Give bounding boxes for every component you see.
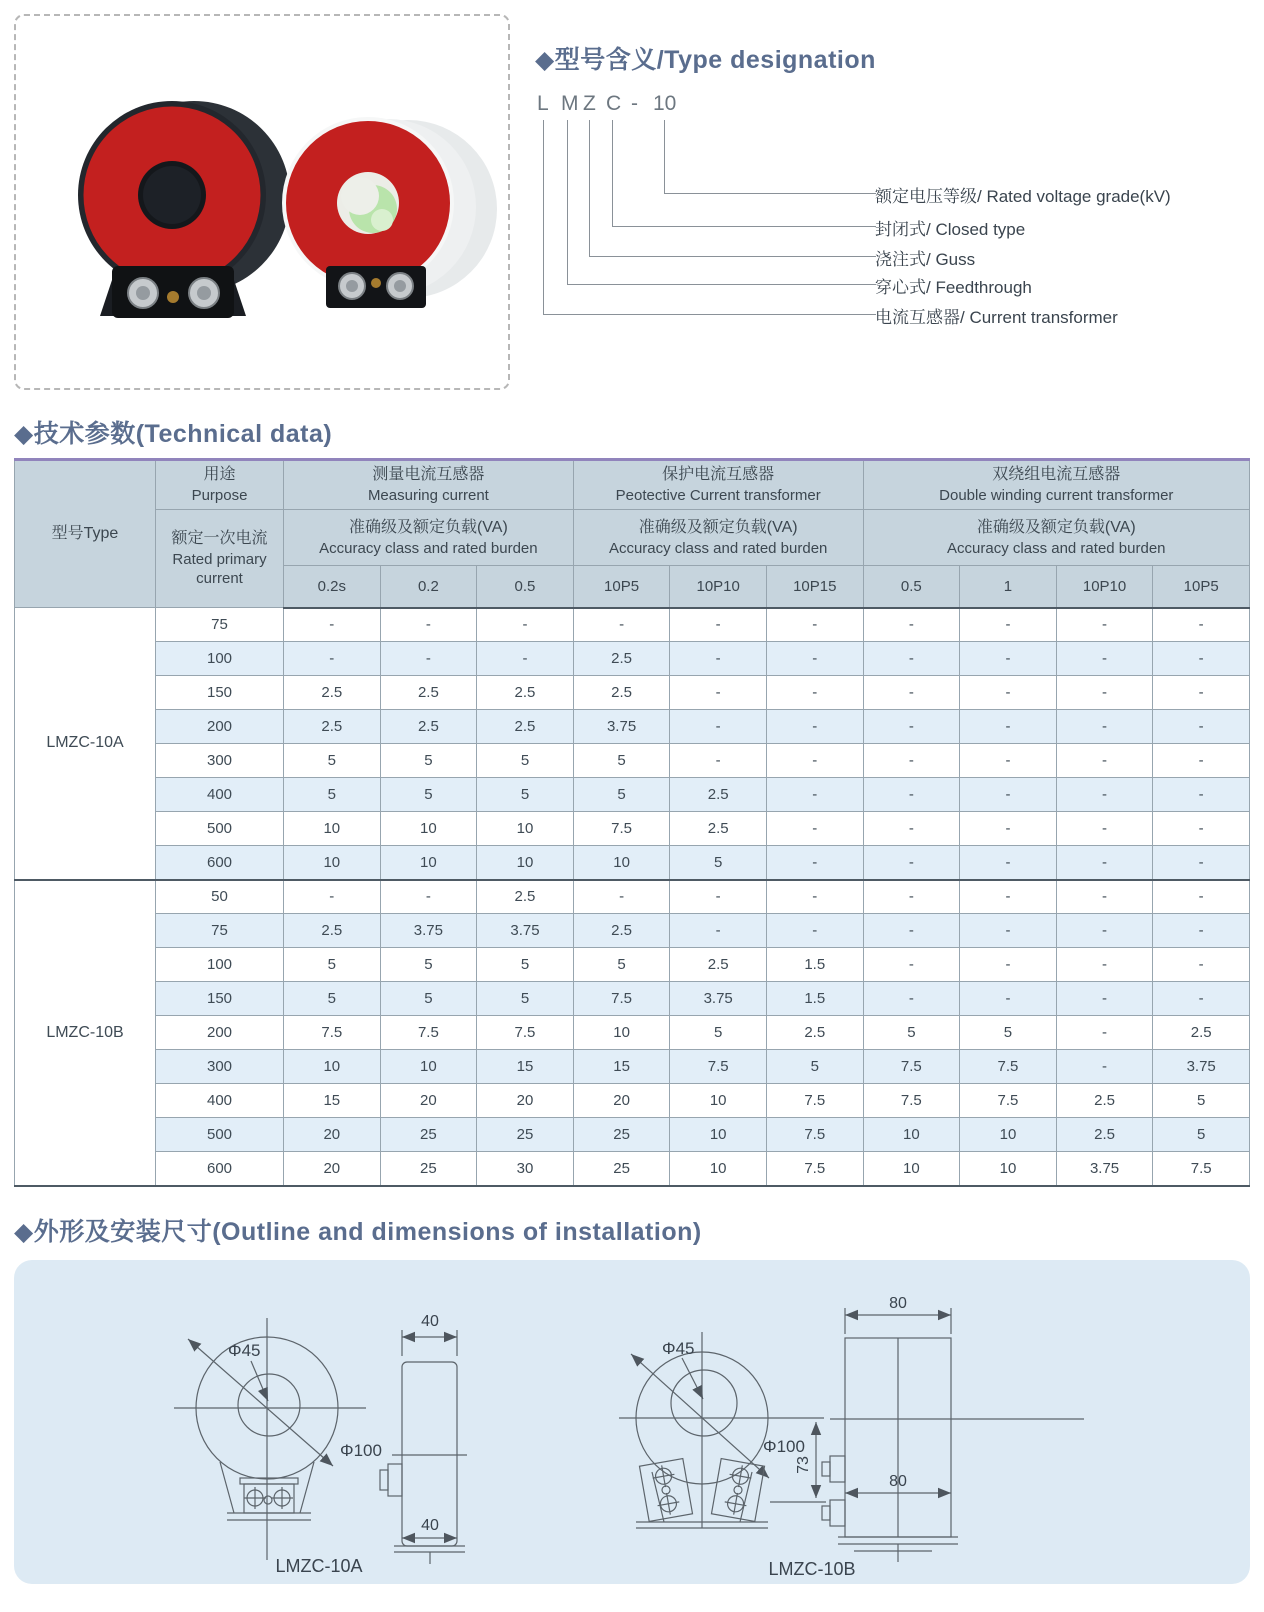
- double-winding-group-header: 双绕组电流互感器 Double winding current transformer: [863, 460, 1249, 510]
- accuracy-header: 准确级及额定负载(VA) Accuracy class and rated burden: [284, 510, 574, 566]
- value-cell: -: [1056, 676, 1153, 710]
- value-cell: -: [863, 812, 960, 846]
- value-cell: -: [766, 914, 863, 948]
- value-cell: -: [477, 642, 574, 676]
- rated-current-cell: 400: [156, 1084, 284, 1118]
- value-cell: 2.5: [670, 812, 767, 846]
- value-cell: -: [960, 642, 1057, 676]
- connector-line: [543, 120, 876, 315]
- value-cell: 10: [573, 1016, 670, 1050]
- value-cell: -: [1056, 846, 1153, 880]
- class-header: 0.2s: [284, 566, 381, 608]
- dim-text: Φ100: [340, 1441, 382, 1460]
- accuracy-header: 准确级及额定负载(VA) Accuracy class and rated burden: [863, 510, 1249, 566]
- value-cell: 2.5: [477, 676, 574, 710]
- value-cell: -: [766, 642, 863, 676]
- value-cell: 5: [477, 948, 574, 982]
- value-cell: 5: [284, 778, 381, 812]
- value-cell: 20: [284, 1152, 381, 1186]
- value-cell: -: [1056, 778, 1153, 812]
- value-cell: 2.5: [573, 676, 670, 710]
- rated-current-cell: 500: [156, 1118, 284, 1152]
- value-cell: 5: [766, 1050, 863, 1084]
- value-cell: 10: [284, 1050, 381, 1084]
- value-cell: 7.5: [960, 1084, 1057, 1118]
- value-cell: -: [573, 608, 670, 642]
- value-cell: 10: [380, 812, 477, 846]
- value-cell: -: [960, 744, 1057, 778]
- rated-primary-header: 额定一次电流 Rated primary current: [156, 510, 284, 608]
- class-header: 0.5: [863, 566, 960, 608]
- rated-current-cell: 100: [156, 642, 284, 676]
- technical-table-body: [15, 608, 1250, 1186]
- value-cell: 7.5: [477, 1016, 574, 1050]
- table-row: [15, 1050, 1250, 1084]
- value-cell: -: [863, 880, 960, 914]
- table-row: [15, 812, 1250, 846]
- value-cell: -: [960, 812, 1057, 846]
- outline-title: ◆外形及安装尺寸(Outline and dimensions of installation): [14, 1218, 702, 1246]
- table-row: [15, 948, 1250, 982]
- value-cell: 3.75: [670, 982, 767, 1016]
- rated-current-cell: 600: [156, 846, 284, 880]
- value-cell: 10: [380, 846, 477, 880]
- table-row: [15, 914, 1250, 948]
- value-cell: 2.5: [1056, 1118, 1153, 1152]
- value-cell: -: [1056, 914, 1153, 948]
- value-cell: -: [477, 608, 574, 642]
- value-cell: 5: [477, 778, 574, 812]
- value-cell: 7.5: [670, 1050, 767, 1084]
- code-letter: L: [537, 92, 549, 115]
- value-cell: -: [1153, 846, 1250, 880]
- value-cell: 2.5: [766, 1016, 863, 1050]
- model-type-header: 型号Type: [15, 460, 156, 608]
- value-cell: -: [766, 676, 863, 710]
- value-cell: -: [380, 642, 477, 676]
- value-cell: 25: [380, 1152, 477, 1186]
- value-cell: 25: [573, 1152, 670, 1186]
- table-row: [15, 710, 1250, 744]
- value-cell: 7.5: [766, 1118, 863, 1152]
- value-cell: 5: [380, 948, 477, 982]
- value-cell: -: [863, 608, 960, 642]
- table-row: [15, 1118, 1250, 1152]
- table-row: [15, 982, 1250, 1016]
- value-cell: -: [1056, 1050, 1153, 1084]
- value-cell: 10: [284, 812, 381, 846]
- value-cell: -: [1056, 948, 1153, 982]
- value-cell: 5: [573, 778, 670, 812]
- value-cell: 2.5: [284, 914, 381, 948]
- dim-text: 80: [889, 1473, 907, 1490]
- table-row: [15, 676, 1250, 710]
- value-cell: 10: [670, 1084, 767, 1118]
- value-cell: -: [1153, 608, 1250, 642]
- value-cell: -: [670, 710, 767, 744]
- value-cell: -: [766, 744, 863, 778]
- value-cell: -: [670, 880, 767, 914]
- value-cell: 1.5: [766, 982, 863, 1016]
- value-cell: -: [863, 982, 960, 1016]
- value-cell: 10: [573, 846, 670, 880]
- value-cell: -: [670, 642, 767, 676]
- table-row: [15, 880, 1250, 914]
- model-cell: LMZC-10B: [15, 880, 156, 1186]
- value-cell: 2.5: [380, 676, 477, 710]
- value-cell: -: [573, 880, 670, 914]
- purpose-header: 用途 Purpose: [156, 460, 284, 510]
- value-cell: 5: [960, 1016, 1057, 1050]
- table-row: [15, 846, 1250, 880]
- value-cell: 2.5: [284, 676, 381, 710]
- designation-label: 穿心式/ Feedthrough: [875, 278, 1032, 297]
- value-cell: -: [960, 914, 1057, 948]
- outline-panel: [14, 1260, 1250, 1584]
- value-cell: 10: [380, 1050, 477, 1084]
- value-cell: 2.5: [380, 710, 477, 744]
- value-cell: 20: [380, 1084, 477, 1118]
- table-row: [15, 1152, 1250, 1186]
- value-cell: 2.5: [1153, 1016, 1250, 1050]
- value-cell: 2.5: [1056, 1084, 1153, 1118]
- value-cell: 2.5: [670, 778, 767, 812]
- value-cell: 3.75: [380, 914, 477, 948]
- value-cell: -: [960, 948, 1057, 982]
- value-cell: 7.5: [863, 1084, 960, 1118]
- value-cell: 25: [573, 1118, 670, 1152]
- code-letter: 10: [653, 92, 677, 115]
- value-cell: 10: [960, 1152, 1057, 1186]
- value-cell: -: [380, 608, 477, 642]
- value-cell: -: [1153, 710, 1250, 744]
- rated-current-cell: 75: [156, 914, 284, 948]
- value-cell: 7.5: [766, 1084, 863, 1118]
- value-cell: 5: [380, 778, 477, 812]
- value-cell: -: [863, 948, 960, 982]
- value-cell: 2.5: [284, 710, 381, 744]
- rated-current-cell: 100: [156, 948, 284, 982]
- value-cell: 5: [1153, 1084, 1250, 1118]
- value-cell: 10: [477, 846, 574, 880]
- type-designation-section: [535, 40, 1251, 350]
- drawing-lmzc-10a: [174, 1313, 467, 1576]
- code-letter: C: [606, 92, 622, 115]
- value-cell: 3.75: [1056, 1152, 1153, 1186]
- table-row: [15, 778, 1250, 812]
- value-cell: 7.5: [960, 1050, 1057, 1084]
- outline-drawings: [14, 1260, 1250, 1584]
- type-designation-title: ◆型号含义/Type designation: [535, 46, 876, 74]
- value-cell: -: [863, 914, 960, 948]
- drawing-label: LMZC-10B: [768, 1559, 856, 1579]
- value-cell: -: [1153, 676, 1250, 710]
- designation-label: 封闭式/ Closed type: [875, 220, 1026, 239]
- rated-current-cell: 200: [156, 710, 284, 744]
- value-cell: 30: [477, 1152, 574, 1186]
- value-cell: -: [766, 846, 863, 880]
- measuring-group-header: 测量电流互感器 Measuring current: [284, 460, 574, 510]
- value-cell: 7.5: [573, 812, 670, 846]
- value-cell: 20: [477, 1084, 574, 1118]
- value-cell: -: [284, 642, 381, 676]
- value-cell: 5: [284, 744, 381, 778]
- rated-current-cell: 50: [156, 880, 284, 914]
- designation-label: 额定电压等级/ Rated voltage grade(kV): [875, 187, 1171, 206]
- value-cell: -: [960, 710, 1057, 744]
- value-cell: -: [960, 778, 1057, 812]
- value-cell: -: [1153, 812, 1250, 846]
- value-cell: 25: [380, 1118, 477, 1152]
- product-photos: [16, 16, 504, 384]
- value-cell: -: [1056, 710, 1153, 744]
- code-letter: Z: [583, 92, 596, 115]
- value-cell: 5: [477, 982, 574, 1016]
- rated-current-cell: 300: [156, 744, 284, 778]
- value-cell: -: [1056, 982, 1153, 1016]
- value-cell: -: [1056, 642, 1153, 676]
- model-cell: LMZC-10A: [15, 608, 156, 880]
- value-cell: 5: [284, 982, 381, 1016]
- value-cell: 15: [284, 1084, 381, 1118]
- value-cell: -: [960, 676, 1057, 710]
- value-cell: -: [766, 880, 863, 914]
- value-cell: 20: [284, 1118, 381, 1152]
- value-cell: 2.5: [573, 642, 670, 676]
- value-cell: -: [766, 778, 863, 812]
- rated-current-cell: 500: [156, 812, 284, 846]
- value-cell: 15: [573, 1050, 670, 1084]
- value-cell: 10: [477, 812, 574, 846]
- value-cell: -: [1153, 914, 1250, 948]
- table-row: [15, 744, 1250, 778]
- value-cell: -: [670, 914, 767, 948]
- drawing-lmzc-10b: [619, 1295, 1084, 1579]
- value-cell: 5: [573, 948, 670, 982]
- table-row: [15, 1084, 1250, 1118]
- value-cell: -: [284, 880, 381, 914]
- dim-text: Φ45: [662, 1339, 695, 1358]
- value-cell: -: [1056, 744, 1153, 778]
- value-cell: -: [380, 880, 477, 914]
- value-cell: 5: [284, 948, 381, 982]
- value-cell: 10: [284, 846, 381, 880]
- table-row: [15, 642, 1250, 676]
- value-cell: -: [1056, 880, 1153, 914]
- dim-text: 80: [889, 1295, 907, 1312]
- value-cell: -: [284, 608, 381, 642]
- class-header: 10P10: [670, 566, 767, 608]
- value-cell: 5: [380, 982, 477, 1016]
- value-cell: 10: [960, 1118, 1057, 1152]
- value-cell: -: [1153, 778, 1250, 812]
- value-cell: -: [863, 846, 960, 880]
- value-cell: 7.5: [380, 1016, 477, 1050]
- value-cell: -: [1153, 982, 1250, 1016]
- value-cell: -: [670, 608, 767, 642]
- dim-text: 73: [795, 1456, 812, 1474]
- value-cell: -: [863, 642, 960, 676]
- value-cell: 3.75: [573, 710, 670, 744]
- value-cell: 3.75: [477, 914, 574, 948]
- value-cell: 5: [380, 744, 477, 778]
- value-cell: 2.5: [477, 710, 574, 744]
- value-cell: 3.75: [1153, 1050, 1250, 1084]
- value-cell: -: [960, 846, 1057, 880]
- class-header: 0.2: [380, 566, 477, 608]
- value-cell: -: [960, 880, 1057, 914]
- class-header: 0.5: [477, 566, 574, 608]
- rated-current-cell: 200: [156, 1016, 284, 1050]
- value-cell: -: [670, 676, 767, 710]
- transformer-photo-black-red: [78, 101, 290, 318]
- value-cell: 7.5: [766, 1152, 863, 1186]
- value-cell: -: [960, 982, 1057, 1016]
- rated-current-cell: 150: [156, 982, 284, 1016]
- value-cell: 1.5: [766, 948, 863, 982]
- value-cell: 5: [477, 744, 574, 778]
- rated-current-cell: 300: [156, 1050, 284, 1084]
- code-letter: -: [631, 92, 638, 115]
- transformer-photo-white-red: [282, 117, 497, 308]
- value-cell: -: [1056, 812, 1153, 846]
- value-cell: -: [766, 710, 863, 744]
- value-cell: -: [1153, 948, 1250, 982]
- value-cell: -: [863, 744, 960, 778]
- value-cell: 20: [573, 1084, 670, 1118]
- value-cell: 10: [863, 1118, 960, 1152]
- value-cell: 5: [863, 1016, 960, 1050]
- dim-text: Φ45: [228, 1341, 261, 1360]
- class-header: 10P10: [1056, 566, 1153, 608]
- value-cell: -: [863, 710, 960, 744]
- value-cell: 25: [477, 1118, 574, 1152]
- technical-table: [14, 458, 1250, 1187]
- rated-current-cell: 400: [156, 778, 284, 812]
- drawing-label: LMZC-10A: [275, 1556, 363, 1576]
- class-header: 10P5: [1153, 566, 1250, 608]
- class-header: 10P5: [573, 566, 670, 608]
- value-cell: 10: [670, 1118, 767, 1152]
- rated-current-cell: 150: [156, 676, 284, 710]
- value-cell: 2.5: [670, 948, 767, 982]
- accuracy-header: 准确级及额定负载(VA) Accuracy class and rated burden: [573, 510, 863, 566]
- dim-text: Φ100: [763, 1437, 805, 1456]
- value-cell: 5: [670, 846, 767, 880]
- class-header: 1: [960, 566, 1057, 608]
- dim-text: 40: [421, 1313, 439, 1330]
- table-row: [15, 608, 1250, 642]
- value-cell: 7.5: [863, 1050, 960, 1084]
- value-cell: -: [766, 812, 863, 846]
- value-cell: 7.5: [573, 982, 670, 1016]
- rated-current-cell: 75: [156, 608, 284, 642]
- class-header: 10P15: [766, 566, 863, 608]
- value-cell: 5: [573, 744, 670, 778]
- value-cell: 10: [863, 1152, 960, 1186]
- value-cell: 2.5: [573, 914, 670, 948]
- value-cell: -: [1056, 608, 1153, 642]
- value-cell: -: [1056, 1016, 1153, 1050]
- table-row: [15, 1016, 1250, 1050]
- value-cell: -: [670, 744, 767, 778]
- value-cell: -: [1153, 642, 1250, 676]
- rated-current-cell: 600: [156, 1152, 284, 1186]
- value-cell: 15: [477, 1050, 574, 1084]
- designation-label: 电流互感器/ Current transformer: [875, 308, 1118, 327]
- value-cell: 10: [670, 1152, 767, 1186]
- value-cell: 2.5: [477, 880, 574, 914]
- protective-group-header: 保护电流互感器 Peotective Current transformer: [573, 460, 863, 510]
- value-cell: 7.5: [1153, 1152, 1250, 1186]
- value-cell: -: [960, 608, 1057, 642]
- dim-text: 40: [421, 1517, 439, 1534]
- value-cell: -: [1153, 744, 1250, 778]
- designation-label: 浇注式/ Guss: [875, 250, 976, 269]
- value-cell: -: [863, 676, 960, 710]
- value-cell: -: [766, 608, 863, 642]
- value-cell: 7.5: [284, 1016, 381, 1050]
- value-cell: -: [863, 778, 960, 812]
- value-cell: -: [1153, 880, 1250, 914]
- value-cell: 5: [1153, 1118, 1250, 1152]
- technical-data-title: ◆技术参数(Technical data): [14, 420, 333, 448]
- product-photo-box: [14, 14, 510, 390]
- code-letter: M: [561, 92, 579, 115]
- value-cell: 5: [670, 1016, 767, 1050]
